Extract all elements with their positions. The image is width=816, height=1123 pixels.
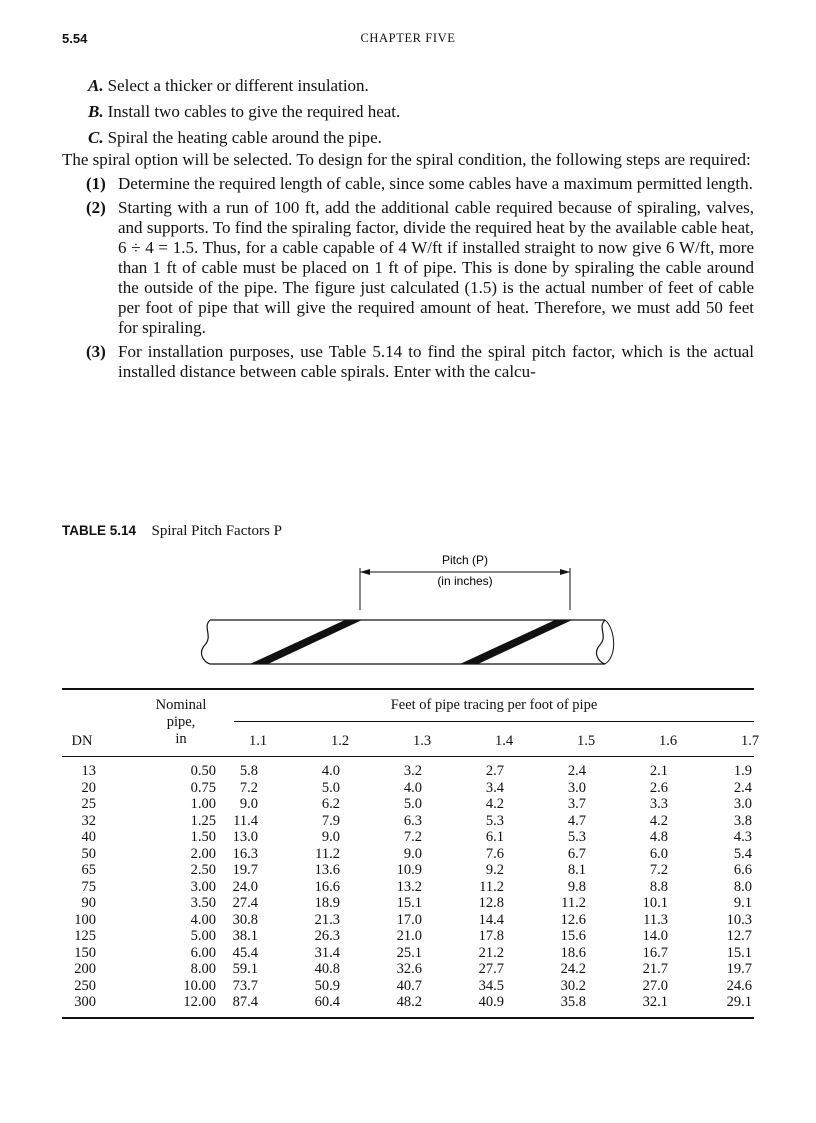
pitch-factor-cell: 21.7	[642, 961, 668, 977]
factor-header: 1.6	[658, 733, 678, 749]
pitch-factor-cell: 10.1	[642, 895, 668, 911]
pitch-factor-cell: 21.3	[314, 911, 340, 928]
pitch-factor-cell: 5.3	[485, 812, 504, 829]
pitch-factor-cell: 6.0	[649, 845, 668, 862]
pitch-factor-cell: 60.4	[314, 994, 340, 1010]
pitch-factor-cell: 24.0	[232, 878, 258, 895]
pitch-factor-cell: 2.4	[567, 763, 586, 779]
pitch-factor-cell: 13.0	[232, 829, 258, 845]
page-number: 5.54	[62, 31, 88, 46]
pitch-factor-cell: 11.3	[643, 911, 668, 928]
table-row	[62, 928, 754, 945]
pitch-factor-cell: 2.6	[649, 779, 668, 796]
pitch-factor-cell: 10.9	[396, 862, 422, 878]
table-number: TABLE 5.14	[62, 523, 137, 538]
option-c: C. Spiral the heating cable around the pipe.	[88, 128, 382, 147]
pitch-factor-cell: 30.8	[232, 911, 258, 928]
pitch-factor-cell: 3.0	[733, 796, 752, 812]
nominal-inch-cell: 0.50	[190, 763, 216, 779]
table-row	[62, 945, 754, 962]
pitch-label: Pitch (P)	[441, 553, 489, 567]
pitch-factor-cell: 9.1	[733, 895, 752, 911]
pitch-factor-cell: 73.7	[232, 977, 258, 994]
table-bottom-rule	[62, 1017, 754, 1019]
table-row	[62, 994, 754, 1011]
dn-header: DN	[71, 733, 93, 749]
pitch-factor-cell: 18.9	[314, 895, 340, 911]
pitch-factor-cell: 7.9	[321, 812, 340, 829]
body-text	[62, 76, 754, 386]
pitch-factor-cell: 38.1	[232, 928, 258, 944]
pitch-factor-cell: 1.9	[733, 763, 752, 779]
dn-cell: 40	[81, 829, 96, 845]
pitch-factor-cell: 12.6	[560, 911, 586, 928]
pitch-factor-cell: 5.8	[239, 763, 258, 779]
pitch-factor-cell: 11.4	[233, 812, 258, 829]
pitch-factor-cell: 12.7	[726, 928, 752, 944]
pitch-factor-cell: 9.0	[321, 829, 340, 845]
pitch-factor-cell: 87.4	[232, 994, 258, 1010]
table-row	[62, 813, 754, 830]
nominal-inch-cell: 12.00	[183, 994, 216, 1010]
nominal-inch-cell: 2.00	[190, 845, 216, 862]
pitch-factor-cell: 5.0	[321, 779, 340, 796]
cable-spiral-1	[250, 620, 362, 664]
pitch-factor-cell: 14.4	[478, 911, 504, 928]
table-row	[62, 912, 754, 929]
pitch-factor-cell: 26.3	[314, 928, 340, 944]
pitch-factor-cell: 17.0	[396, 911, 422, 928]
pitch-factor-cell: 4.2	[649, 812, 668, 829]
dn-cell: 25	[81, 796, 96, 812]
running-header	[62, 31, 754, 49]
pitch-factor-cell: 2.7	[485, 763, 504, 779]
table-caption	[62, 523, 282, 540]
nominal-inch-cell: 3.00	[190, 878, 216, 895]
pitch-factor-cell: 2.1	[649, 763, 668, 779]
pitch-factor-cell: 3.4	[485, 779, 504, 796]
table-row	[62, 895, 754, 912]
pitch-factor-cell: 7.2	[649, 862, 668, 878]
pitch-factor-cell: 5.3	[567, 829, 586, 845]
pitch-factor-cell: 7.6	[485, 845, 504, 862]
pitch-factor-cell: 11.2	[479, 878, 504, 895]
step-3: (3) For installation purposes, use Table 5.14 to find the spiral pitch factor, which is the actual installed distance between cable spirals. Enter with the calcu-	[86, 342, 754, 381]
factor-header: 1.3	[412, 733, 432, 749]
pitch-factor-cell: 48.2	[396, 994, 422, 1010]
span-header-rule	[234, 721, 754, 722]
pitch-factor-cell: 21.2	[478, 944, 504, 961]
pitch-factor-cell: 4.7	[567, 812, 586, 829]
pitch-factor-cell: 31.4	[314, 944, 340, 961]
nominal-inch-cell: 4.00	[190, 911, 216, 928]
pitch-factor-cell: 15.1	[396, 895, 422, 911]
pitch-factor-cell: 25.1	[396, 944, 422, 961]
pitch-factor-cell: 27.7	[478, 961, 504, 977]
cable-spiral-2	[460, 620, 572, 664]
dn-cell: 90	[81, 895, 96, 911]
table-body	[62, 757, 754, 1017]
table-row	[62, 780, 754, 797]
pitch-factor-cell: 15.1	[726, 944, 752, 961]
dn-cell: 300	[74, 994, 96, 1010]
pitch-factor-cell: 3.3	[649, 796, 668, 812]
dn-cell: 100	[74, 911, 96, 928]
pitch-factor-cell: 5.0	[403, 796, 422, 812]
pitch-factor-cell: 6.7	[567, 845, 586, 862]
pitch-factor-cell: 29.1	[726, 994, 752, 1010]
pitch-factor-cell: 13.6	[314, 862, 340, 878]
dn-cell: 20	[81, 779, 96, 796]
pitch-factor-cell: 35.8	[560, 994, 586, 1010]
nominal-inch-cell: 10.00	[183, 977, 216, 994]
pitch-factor-cell: 3.8	[733, 812, 752, 829]
pitch-factor-cell: 40.8	[314, 961, 340, 977]
pitch-factor-cell: 24.2	[560, 961, 586, 977]
nominal-inch-cell: 5.00	[190, 928, 216, 944]
table-row	[62, 829, 754, 846]
pitch-factor-cell: 19.7	[232, 862, 258, 878]
pitch-factor-cell: 32.1	[642, 994, 668, 1010]
pitch-factor-cell: 27.4	[232, 895, 258, 911]
pitch-factor-cell: 6.6	[733, 862, 752, 878]
pitch-factor-cell: 40.9	[478, 994, 504, 1010]
intro-paragraph: The spiral option will be selected. To design for the spiral condition, the following steps are required:	[62, 150, 751, 169]
dn-cell: 13	[81, 763, 96, 779]
nominal-inch-cell: 2.50	[190, 862, 216, 878]
pitch-factor-cell: 4.2	[485, 796, 504, 812]
table-row	[62, 763, 754, 780]
pitch-factor-cell: 6.1	[485, 829, 504, 845]
pitch-factor-cell: 8.8	[649, 878, 668, 895]
table-row	[62, 978, 754, 995]
factor-header: 1.1	[248, 733, 268, 749]
pitch-factor-cell: 40.7	[396, 977, 422, 994]
arrow-left-icon	[360, 569, 370, 575]
dn-cell: 32	[81, 812, 96, 829]
factor-header: 1.7	[740, 733, 760, 749]
pitch-factor-cell: 34.5	[478, 977, 504, 994]
nominal-inch-cell: 3.50	[190, 895, 216, 911]
nominal-inch-cell: 1.25	[190, 812, 216, 829]
nominal-inch-cell: 0.75	[190, 779, 216, 796]
pitch-factor-cell: 9.0	[403, 845, 422, 862]
tracing-span-header: Feet of pipe tracing per foot of pipe	[390, 697, 598, 713]
pitch-factor-cell: 19.7	[726, 961, 752, 977]
pitch-factor-cell: 7.2	[403, 829, 422, 845]
dn-cell: 65	[81, 862, 96, 878]
table-row	[62, 846, 754, 863]
table-row	[62, 862, 754, 879]
pitch-factor-cell: 7.2	[239, 779, 258, 796]
dn-cell: 200	[74, 961, 96, 977]
dn-cell: 50	[81, 845, 96, 862]
pitch-factor-cell: 4.0	[403, 779, 422, 796]
factor-header: 1.4	[494, 733, 514, 749]
pitch-factor-cell: 8.1	[567, 862, 586, 878]
pitch-factor-cell: 24.6	[726, 977, 752, 994]
dn-cell: 250	[74, 977, 96, 994]
pitch-factor-cell: 2.4	[733, 779, 752, 796]
pitch-factor-cell: 11.2	[561, 895, 586, 911]
pitch-factor-cell: 16.7	[642, 944, 668, 961]
nominal-inch-cell: 1.50	[190, 829, 216, 845]
pitch-factor-cell: 27.0	[642, 977, 668, 994]
table-row	[62, 961, 754, 978]
option-a: A. Select a thicker or different insulation.	[88, 76, 369, 95]
pitch-factor-table	[62, 688, 760, 1019]
pitch-factor-cell: 32.6	[396, 961, 422, 977]
option-b: B. Install two cables to give the required heat.	[88, 102, 401, 121]
pitch-factor-cell: 8.0	[733, 878, 752, 895]
pitch-factor-cell: 9.8	[567, 878, 586, 895]
pitch-factor-cell: 9.0	[239, 796, 258, 812]
nominal-pipe-header: Nominal pipe, in	[155, 697, 207, 747]
pitch-units-label: (in inches)	[437, 574, 493, 588]
pitch-factor-cell: 4.0	[321, 763, 340, 779]
chapter-title: CHAPTER FIVE	[360, 31, 456, 45]
table-row	[62, 879, 754, 896]
pitch-factor-cell: 50.9	[314, 977, 340, 994]
factor-header: 1.2	[330, 733, 350, 749]
pitch-factor-cell: 30.2	[560, 977, 586, 994]
table-header	[62, 690, 760, 756]
pitch-factor-cell: 4.3	[733, 829, 752, 845]
pitch-factor-cell: 9.2	[485, 862, 504, 878]
pitch-factor-cell: 16.3	[232, 845, 258, 862]
pitch-factor-cell: 11.2	[315, 845, 340, 862]
pitch-factor-cell: 12.8	[478, 895, 504, 911]
pitch-factor-cell: 21.0	[396, 928, 422, 944]
table-title: Spiral Pitch Factors P	[151, 523, 282, 539]
step-1: (1) Determine the required length of cable, since some cables have a maximum permitted length.	[86, 174, 753, 193]
nominal-inch-cell: 1.00	[190, 796, 216, 812]
pitch-factor-cell: 10.3	[726, 911, 752, 928]
pitch-factor-cell: 6.3	[403, 812, 422, 829]
pipe-left-break	[202, 620, 210, 664]
pitch-factor-cell: 6.2	[321, 796, 340, 812]
factor-header: 1.5	[576, 733, 596, 749]
pipe-right-end	[605, 620, 614, 664]
dn-cell: 150	[74, 944, 96, 961]
pitch-factor-cell: 17.8	[478, 928, 504, 944]
pitch-factor-cell: 59.1	[232, 961, 258, 977]
pitch-factor-cell: 14.0	[642, 928, 668, 944]
pitch-factor-cell: 3.0	[567, 779, 586, 796]
step-2: (2) Starting with a run of 100 ft, add the additional cable required because of spiraling, valves, and supports. To find the spiraling factor, divide the required heat by the available cable heat, 6 ÷ 4 = 1.5. Thus, for a cable capable of 4 W/ft if installed straight to now give 6 W/ft, more than 1 ft of cable must be placed on 1 ft of pipe. This is done by spiraling the cable around the outside of the pipe. The figure just calculated (1.5) is the actual number of feet of cable per foot of pipe that will give the required amount of heat. Therefore, we must add 50 feet for spiraling.	[86, 198, 754, 337]
pitch-factor-cell: 18.6	[560, 944, 586, 961]
dn-cell: 75	[81, 878, 96, 895]
spiral-pitch-diagram	[190, 550, 630, 690]
pitch-factor-cell: 16.6	[314, 878, 340, 895]
arrow-right-icon	[560, 569, 570, 575]
pipe-right-break	[597, 620, 605, 664]
pitch-factor-cell: 15.6	[560, 928, 586, 944]
pitch-factor-cell: 3.2	[403, 763, 422, 779]
nominal-inch-cell: 6.00	[190, 944, 216, 961]
pitch-factor-cell: 4.8	[649, 829, 668, 845]
dn-cell: 125	[74, 928, 96, 944]
pitch-factor-cell: 45.4	[232, 944, 258, 961]
table-row	[62, 796, 754, 813]
pitch-factor-cell: 5.4	[733, 845, 752, 862]
nominal-inch-cell: 8.00	[190, 961, 216, 977]
pitch-factor-cell: 13.2	[396, 878, 422, 895]
pitch-factor-cell: 3.7	[567, 796, 586, 812]
